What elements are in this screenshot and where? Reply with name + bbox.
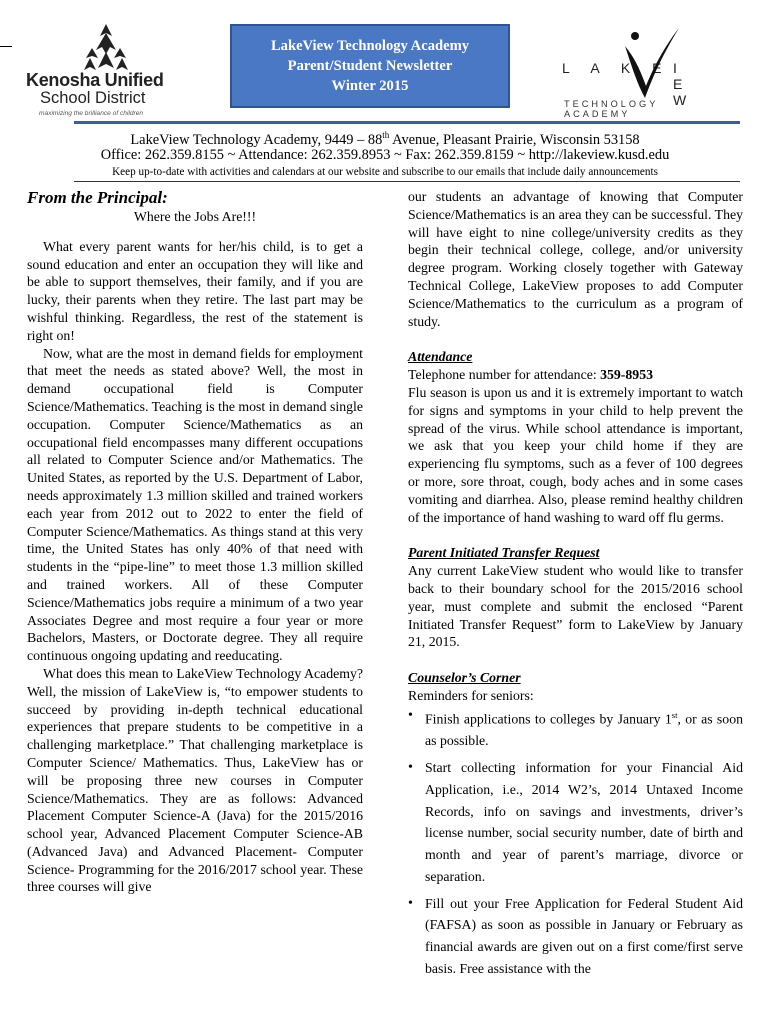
counselor-reminders-list xyxy=(408,705,743,980)
right-column xyxy=(408,188,743,985)
attendance-body: Flu season is upon us and it is extremely important to watch for signs and symptoms in your child to help prevent the spread of the virus. While school attendance is important, we ask that you keep your child home if they are experiencing flu symptoms, such as a fever of 100 degrees or more, sore throat, cough, body aches and in some cases vomiting and diarrhea. Also, please remind healthy children of the importance of hand washing to ward off flu germs. xyxy=(408,384,743,525)
header-divider xyxy=(74,121,740,124)
contact-line: Office: 262.359.8155 ~ Attendance: 262.359.8953 ~ Fax: 262.359.8159 ~ http://lakeview.kusd.edu xyxy=(100,147,670,163)
kusd-tagline: maximizing the brilliance of children xyxy=(39,110,144,117)
kusd-emblem-icon xyxy=(82,22,130,72)
bullet1-sup: st xyxy=(671,709,678,720)
attendance-phone-number: 359-8953 xyxy=(600,367,653,383)
counselor-intro: Reminders for seniors: xyxy=(408,687,534,703)
list-item: • Fill out your Free Application for Federal Student Aid (FAFSA) as soon as possible in January or February as financial awards are given out on a first come/first serve basis. Free assistance with the xyxy=(408,893,743,980)
transfer-body: Any current LakeView student who would like to transfer back to their boundary school for the 2015/2016 school year, must complete and submit the enclosed “Parent Initiated Transfer Request” form to LakeView by January 21, 2015. xyxy=(408,563,743,650)
kusd-name-line2: School District xyxy=(40,89,146,107)
attendance-heading: Attendance xyxy=(408,349,473,365)
bullet1-tail: , or as soon as possible. xyxy=(425,711,743,749)
lakeview-logo xyxy=(556,24,716,119)
address-rest: Avenue, Pleasant Prairie, Wisconsin 53158 xyxy=(389,131,640,148)
keep-updated-line: Keep up-to-date with activities and calendars at our website and subscribe to our emails that include daily announcements xyxy=(112,166,658,178)
attendance-phone-line xyxy=(408,366,743,384)
principal-paragraph-4: our students an advantage of knowing that Computer Science/Mathematics is an area they can be successful. They will have eight to nine college/university credits as they begin their technical college, college, and/or university degree program. Working closely together with Gateway Technical College, LakeView proposes to add Computer Science/Mathematics to the curriculum as a program of study. xyxy=(408,189,743,329)
lakeview-logo-iew: I E W xyxy=(673,60,696,108)
counselor-heading: Counselor’s Corner xyxy=(408,670,521,686)
newsletter-school-name: LakeView Technology Academy xyxy=(270,38,470,54)
page-corner-mark xyxy=(0,46,12,47)
principal-paragraph-2: Now, what are the most in demand fields for employment that meet the needs as stated above? Well, the most in demand occupational field is Computer Science/Mathematics. Teaching is the most in demand single occupation. Computer Science/Mathematics as an occupational field encompasses many different occupations all related to Computer Science and/or Mathematics. The United States, as reported by the U.S. Department of Labor, needs approximately 1.3 million skilled and trained workers each year from 2012 out to 2022 to enter the field of Computer Science/Mathematics. As things stand at this very time, the United States has only 40% of that need with students in the “pipe-line” to meet those 1.3 million skilled and trained workers. All of these Computer Science/Mathematics jobs require a minimum of a two year Associates Degree and most require a four year or more Bachelors, Masters, or Doctorate degree. They all require continuous ongoing updating and reeducating. xyxy=(27,345,363,664)
kusd-logo xyxy=(26,22,186,122)
address-main: LakeView Technology Academy, 9449 – 88 xyxy=(130,131,383,148)
principal-paragraph-3: What does this mean to LakeView Technology Academy? Well, the mission of LakeView is, “to empower students to succeed by providing in-depth technical educational experiences that prepare students to be competitive in a challenging marketplace.” That challenging marketplace is Computer Science/ Mathematics. Thus, LakeView has or will be proposing three new courses in Computer Science/Mathematics. They are as follows: Advanced Placement Computer Science-A (Java) for the 2015/2016 school year, Advanced Placement Computer Science-AB (Advanced Java) and Advanced Placement- Computer Science- Programming for the 2016/2017 school year. These three courses will give xyxy=(27,665,363,895)
attendance-phone-label: Telephone number for attendance: xyxy=(408,367,601,383)
list-item: • Start collecting information for your Financial Aid Application, i.e., 2014 W2’s, 2014 Untaxed Income Records, info on savings and investments, driver’s license number, social security number, date of birth and month and year of parent’s marriage, divorce or separation. xyxy=(408,757,743,888)
principal-paragraph-1: What every parent wants for her/his child, is to get a sound education and enter an occupation they will like and be able to support themselves, their family, and if you are lucky, their parents when they retire. The last part may be wishful thinking. Regardless, the rest of the statement is right on! xyxy=(27,238,363,343)
principal-subheading: Where the Jobs Are!!! xyxy=(133,209,257,224)
address-sup: th xyxy=(382,130,390,140)
transfer-heading: Parent Initiated Transfer Request xyxy=(408,545,600,561)
newsletter-issue: Winter 2015 xyxy=(331,78,409,94)
lakeview-logo-subtitle: TECHNOLOGY ACADEMY xyxy=(564,99,659,119)
list-item xyxy=(408,705,743,752)
left-column xyxy=(27,188,363,896)
newsletter-title-box xyxy=(230,24,510,108)
lakeview-v-icon xyxy=(621,24,681,104)
lakeview-logo-lake: L A K E xyxy=(562,60,671,76)
bullet1-text: Finish applications to colleges by January 1 xyxy=(425,711,672,727)
principal-heading: From the Principal: xyxy=(27,188,168,207)
kusd-name-line1: Kenosha Unified xyxy=(26,70,164,90)
subheader-divider xyxy=(74,181,740,182)
newsletter-title: Parent/Student Newsletter xyxy=(287,58,453,74)
